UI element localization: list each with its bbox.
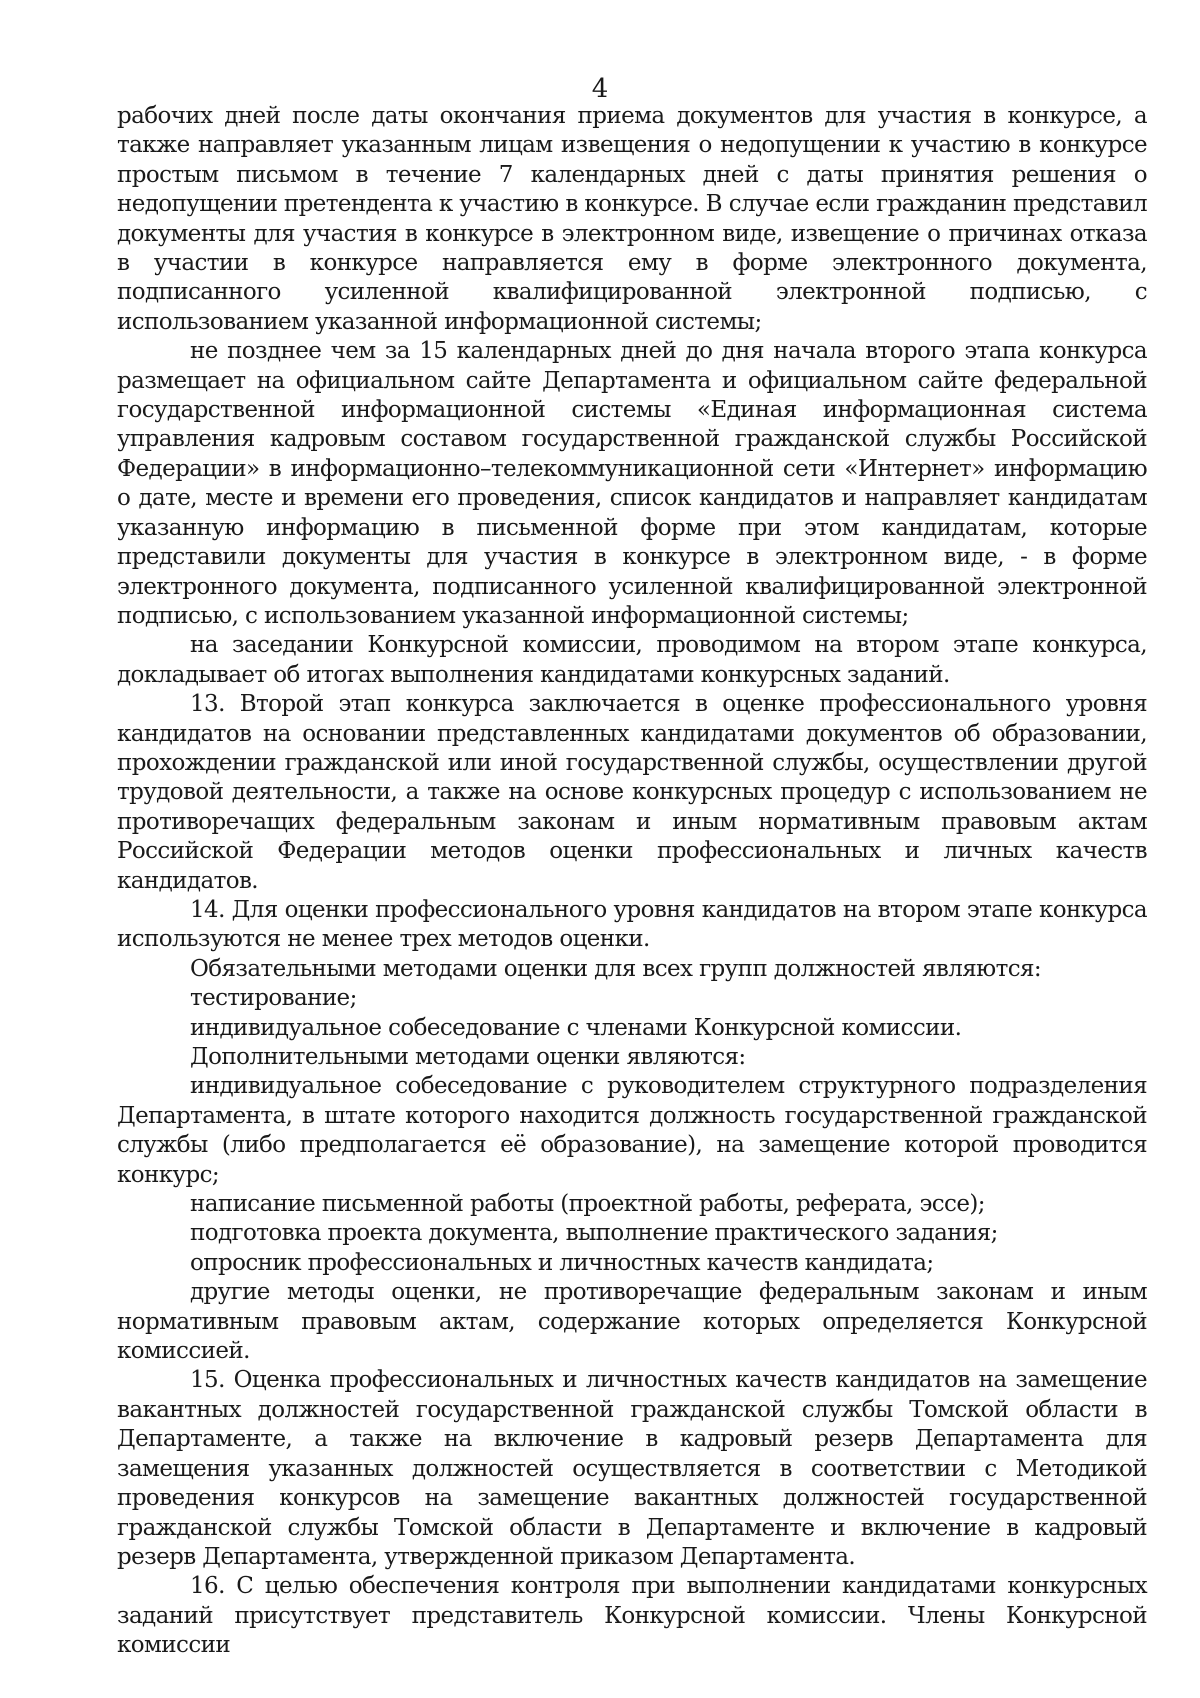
list-item-head-interview: индивидуальное собеседование с руководителем структурного подразделения Департамента, в штате которого находится должность государственной гражданской службы (либо предполагается её образование), на замещение которой проводится конкурс; [117,1073,1147,1188]
paragraph-additional-methods: Дополнительными методами оценки являются: [190,1044,746,1070]
document-body [117,102,1147,1661]
page-number: 4 [591,74,609,104]
list-item-questionnaire: опросник профессиональных и личностных качеств кандидата; [190,1249,934,1276]
paragraph-16: 16. С целью обеспечения контроля при выполнении кандидатами конкурсных заданий присутствует представитель Конкурсной комиссии. Члены Конкурсной комиссии [117,1573,1147,1659]
paragraph-13: 13. Второй этап конкурса заключается в оценке профессионального уровня кандидатов на основании представленных кандидатами документов об образовании, прохождении гражданской или иной государственной службы, осуществлении другой трудовой деятельности, а также на основе конкурсных процедур с использованием не противоречащих федеральным законам и иным нормативным правовым актам Российской Федерации методов оценки профессиональных и личных качеств кандидатов. [117,691,1147,894]
list-item-other-methods: другие методы оценки, не противоречащие федеральным законам и иным нормативным правовым актам, содержание которых определяется Конкурсной комиссией. [117,1279,1147,1365]
paragraph-1: рабочих дней после даты окончания приема документов для участия в конкурсе, а также направляет указанным лицам извещения о недопущении к участию в конкурсе простым письмом в течение 7 календарных дней с даты принятия решения о недопущении претендента к участию в конкурсе. В случае если гражданин представил документы для участия в конкурсе в электронном виде, извещение о причинах отказа в участии в конкурсе направляется ему в форме электронного документа, подписанного усиленной квалифицированной электронной подписью, с использованием указанной информационной системы; [117,103,1147,335]
paragraph-15: 15. Оценка профессиональных и личностных качеств кандидатов на замещение вакантных должностей государственной гражданской службы Томской области в Департаменте, а также на включение в кадровый резерв Департамента для замещения указанных должностей осуществляется в соответствии с Методикой проведения конкурсов на замещение вакантных должностей государственной гражданской службы Томской области в Департаменте и включение в кадровый резерв Департамента, утвержденной приказом Департамента. [117,1367,1147,1570]
list-item-commission-interview: индивидуальное собеседование с членами Конкурсной комиссии. [190,1014,962,1041]
list-item-written-work: написание письменной работы (проектной работы, реферата, эссе); [190,1191,985,1218]
list-item-document-draft: подготовка проекта документа, выполнение практического задания; [190,1220,998,1247]
paragraph-3: на заседании Конкурсной комиссии, проводимом на втором этапе конкурса, докладывает об итогах выполнения кандидатами конкурсных заданий. [117,632,1147,688]
paragraph-2: не позднее чем за 15 календарных дней до дня начала второго этапа конкурса размещает на официальном сайте Департамента и официальном сайте федеральной государственной информационной системы «Единая информационная система управления кадровым составом государственной гражданской службы Российской Федерации» в информационно–телекоммуникационной сети «Интернет» информацию о дате, месте и времени его проведения, список кандидатов и направляет кандидатам указанную информацию в письменной форме при этом кандидатам, которые представили документы для участия в конкурсе в электронном виде, - в форме электронного документа, подписанного усиленной квалифицированной электронной подписью, с использованием указанной информационной системы; [117,338,1147,629]
paragraph-14: 14. Для оценки профессионального уровня кандидатов на втором этапе конкурса используются не менее трех методов оценки. [117,896,1147,953]
list-item-testing: тестирование; [190,985,357,1012]
paragraph-mandatory-methods: Обязательными методами оценки для всех групп должностей являются: [190,955,1042,982]
